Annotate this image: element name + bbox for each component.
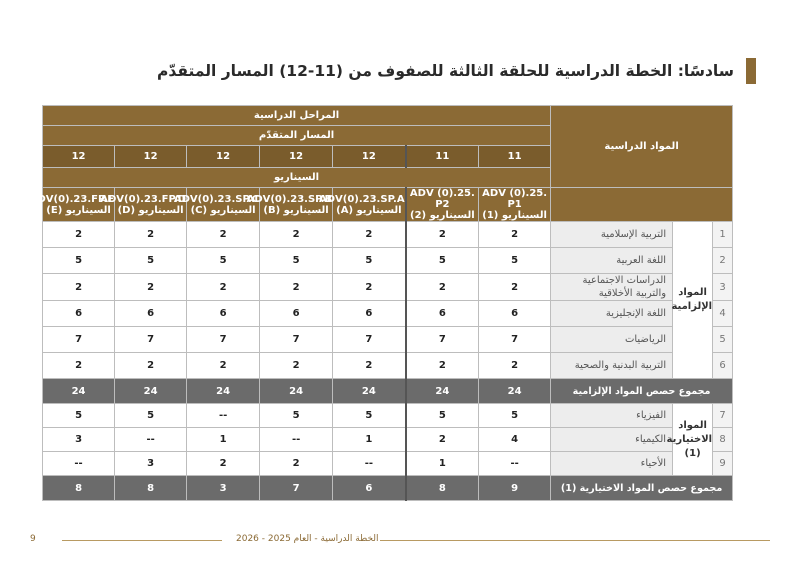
period-value: 3 [115, 452, 187, 476]
period-value: 1 [333, 428, 406, 452]
subject-row [43, 404, 733, 428]
period-value: 2 [260, 222, 333, 248]
scenario-code: ADV (0).25. P2 [409, 188, 475, 210]
grade-cell: 12 [43, 146, 115, 168]
scenario-cell [173, 188, 260, 222]
period-value: 5 [115, 248, 187, 274]
subject-name: الرياضيات [551, 327, 673, 353]
period-value: 2 [260, 274, 333, 301]
subject-row [43, 222, 733, 248]
period-value: 6 [187, 301, 260, 327]
period-value: 5 [115, 404, 187, 428]
scenario-cell [100, 188, 187, 222]
scenarios-row [43, 188, 733, 222]
title-accent-bar [746, 58, 756, 84]
period-value: 2 [43, 353, 115, 379]
scenario-code: ADV(0).23.SP.A [318, 193, 405, 205]
subject-number: 7 [713, 404, 733, 428]
total-value: 24 [406, 379, 479, 404]
total-value: 24 [479, 379, 551, 404]
footer-line-left [62, 540, 222, 541]
total-value: 24 [187, 379, 260, 404]
subject-group-label: المواد الاختيارية (1) [673, 404, 713, 476]
grade-cell: 12 [115, 146, 187, 168]
scenario-cell [318, 188, 406, 222]
period-value: 7 [187, 327, 260, 353]
period-value: 5 [333, 248, 406, 274]
page-number: 9 [30, 534, 36, 544]
period-value: 2 [333, 274, 406, 301]
scenario-code: ADV (0).25. P1 [482, 188, 548, 210]
subject-group-label: المواد الإلزامية [673, 222, 713, 379]
period-value: 2 [333, 222, 406, 248]
subject-number: 3 [713, 274, 733, 301]
scenario-code: ADV(0).23.SP.C [173, 193, 260, 205]
subject-number: 5 [713, 327, 733, 353]
period-value: 2 [43, 274, 115, 301]
period-value: 2 [406, 274, 479, 301]
period-value: 5 [479, 404, 551, 428]
scenario-code: ADV(0).23.SP.B [246, 193, 333, 205]
period-value: 5 [260, 404, 333, 428]
total-row [43, 379, 733, 404]
subject-number: 6 [713, 353, 733, 379]
period-value: 2 [260, 452, 333, 476]
period-value: 2 [115, 222, 187, 248]
period-value: 2 [406, 353, 479, 379]
period-value: 2 [187, 222, 260, 248]
grade-cell: 12 [260, 146, 333, 168]
period-value: 6 [43, 301, 115, 327]
period-value: 5 [43, 248, 115, 274]
period-value: 5 [406, 404, 479, 428]
scenario-label: السيناريو (E) [46, 204, 111, 216]
subject-row [43, 274, 733, 301]
period-value: 2 [406, 428, 479, 452]
period-value: -- [479, 452, 551, 476]
total-value: 7 [260, 476, 333, 501]
page-footer [0, 534, 800, 548]
period-value: -- [115, 428, 187, 452]
period-value: 5 [260, 248, 333, 274]
period-value: 6 [333, 301, 406, 327]
period-value: 7 [260, 327, 333, 353]
page-header [157, 58, 756, 84]
period-value: 2 [187, 274, 260, 301]
period-value: -- [187, 404, 260, 428]
period-value: 5 [406, 248, 479, 274]
period-value: 7 [43, 327, 115, 353]
period-value: 7 [333, 327, 406, 353]
scenario-code: ADV(0).23.FP.E [29, 193, 115, 205]
period-value: 2 [187, 452, 260, 476]
subject-name: التربية الإسلامية [551, 222, 673, 248]
period-value: 2 [115, 274, 187, 301]
period-value: 6 [260, 301, 333, 327]
period-value: 5 [479, 248, 551, 274]
scenario-label: السيناريو (D) [117, 204, 184, 216]
period-value: 2 [479, 222, 551, 248]
period-value: 2 [260, 353, 333, 379]
total-row [43, 476, 733, 501]
period-value: -- [333, 452, 406, 476]
subject-row [43, 327, 733, 353]
total-value: 8 [43, 476, 115, 501]
total-value: 24 [333, 379, 406, 404]
subject-row [43, 301, 733, 327]
scenario-label: السيناريو (C) [190, 204, 256, 216]
grade-cell: 11 [406, 146, 479, 168]
period-value: -- [43, 452, 115, 476]
period-value: 2 [115, 353, 187, 379]
scenario-label-spacer [551, 188, 733, 222]
track-header: المسار المتقدّم [43, 126, 551, 146]
period-value: 7 [115, 327, 187, 353]
period-value: 2 [187, 353, 260, 379]
total-value: 24 [260, 379, 333, 404]
subject-row [43, 452, 733, 476]
subject-name: اللغة الإنجليزية [551, 301, 673, 327]
footer-text: الخطة الدراسية - العام 2025 - 2026 [236, 534, 379, 544]
subject-row [43, 248, 733, 274]
study-plan-table [29, 105, 733, 501]
scenario-code: ADV(0).23.FP.D [100, 193, 187, 205]
grade-cell: 11 [479, 146, 551, 168]
subject-row [43, 428, 733, 452]
scenario-label: السيناريو (B) [263, 204, 329, 216]
total-value: 8 [406, 476, 479, 501]
period-value: 7 [479, 327, 551, 353]
total-value: 24 [115, 379, 187, 404]
grade-cell: 12 [187, 146, 260, 168]
grade-cell: 12 [333, 146, 406, 168]
stages-header: المراحل الدراسية [43, 106, 551, 126]
subject-name: الفيزياء [551, 404, 673, 428]
period-value: 1 [187, 428, 260, 452]
scenario-label: السيناريو (A) [336, 204, 402, 216]
subject-name: الدراسات الاجتماعية والتربية الأخلاقية [551, 274, 673, 301]
period-value: 5 [333, 404, 406, 428]
total-value: 24 [43, 379, 115, 404]
period-value: 7 [406, 327, 479, 353]
scenario-cell [29, 188, 115, 222]
period-value: 2 [333, 353, 406, 379]
subject-name: اللغة العربية [551, 248, 673, 274]
subjects-header: المواد الدراسية [551, 106, 733, 188]
scenario-cell [479, 188, 551, 222]
total-value: 3 [187, 476, 260, 501]
period-value: 2 [479, 353, 551, 379]
period-value: 2 [479, 274, 551, 301]
period-value: 3 [43, 428, 115, 452]
period-value: 4 [479, 428, 551, 452]
total-value: 9 [479, 476, 551, 501]
subject-number: 1 [713, 222, 733, 248]
period-value: 2 [43, 222, 115, 248]
period-value: 1 [406, 452, 479, 476]
period-value: 5 [43, 404, 115, 428]
period-value: 6 [115, 301, 187, 327]
total-value: 6 [333, 476, 406, 501]
subject-row [43, 353, 733, 379]
period-value: 6 [479, 301, 551, 327]
period-value: -- [260, 428, 333, 452]
total-label: مجموع حصص المواد الاختيارية (1) [551, 476, 733, 501]
subject-number: 4 [713, 301, 733, 327]
scenario-cell [246, 188, 333, 222]
scenario-cell [406, 188, 479, 222]
page-title: سادسًا: الخطة الدراسية للحلقة الثالثة للصفوف من (11-12) المسار المتقدّم [157, 62, 734, 80]
subject-number: 9 [713, 452, 733, 476]
subject-number: 8 [713, 428, 733, 452]
footer-line-right [380, 540, 770, 541]
total-label: مجموع حصص المواد الإلزامية [551, 379, 733, 404]
scenario-label: السيناريو (2) [410, 210, 475, 221]
period-value: 2 [406, 222, 479, 248]
subject-name: الكيمياء [551, 428, 673, 452]
period-value: 6 [406, 301, 479, 327]
subject-number: 2 [713, 248, 733, 274]
scenario-label: السيناريو (1) [482, 210, 547, 221]
subject-name: الأحياء [551, 452, 673, 476]
scenario-header: السيناريو [43, 168, 551, 188]
subject-name: التربية البدنية والصحية [551, 353, 673, 379]
period-value: 5 [187, 248, 260, 274]
total-value: 8 [115, 476, 187, 501]
